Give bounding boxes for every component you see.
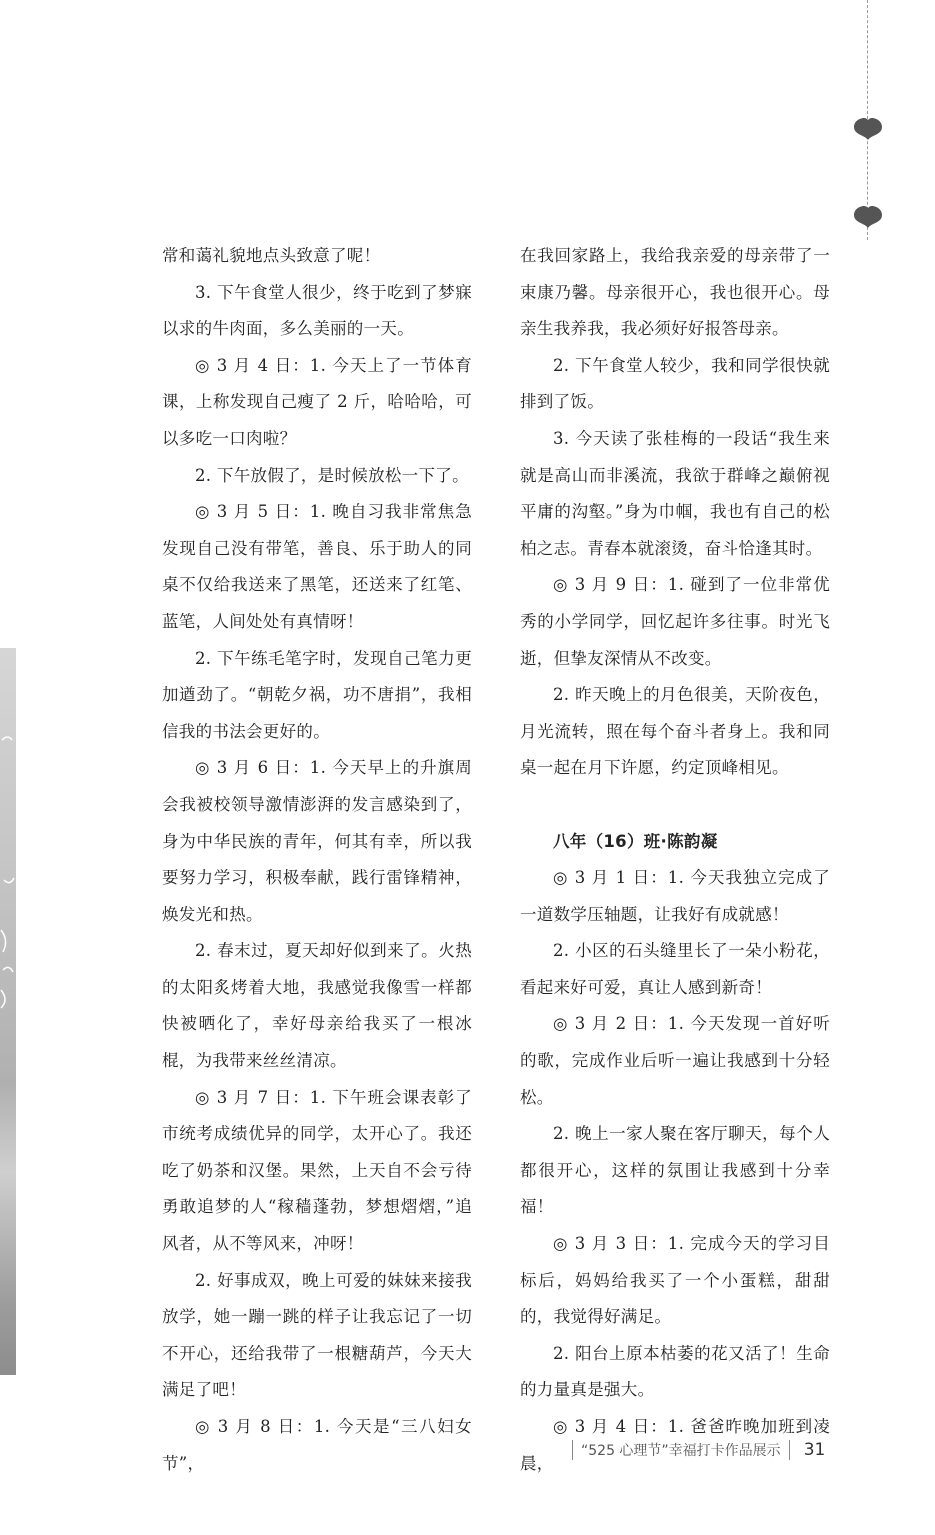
paragraph: ◎ 3 月 6 日：1. 今天早上的升旗周会我被校领导激情澎湃的发言感染到了，身为中华民族的青年，何其有幸，所以我要努力学习，积极奉献，践行雷锋精神，焕发光和热。 <box>162 758 472 924</box>
right-text-column <box>520 238 830 1482</box>
paragraph: 2. 好事成双，晚上可爱的妹妹来接我放学，她一蹦一跳的样子让我忘记了一切不开心，还给我带了一根糖葫芦，今天大满足了吧！ <box>162 1270 472 1400</box>
paragraph: 2. 下午放假了，是时候放松一下了。 <box>195 465 469 485</box>
paragraph: ◎ 3 月 3 日：1. 完成今天的学习目标后，妈妈给我买了一个小蛋糕，甜甜的，我觉得好满足。 <box>520 1234 830 1327</box>
paragraph: ◎ 3 月 9 日：1. 碰到了一位非常优秀的小学同学，回忆起许多往事。时光飞逝，但挚友深情从不改变。 <box>520 575 830 668</box>
paragraph: ◎ 3 月 4 日：1. 爸爸昨晚加班到凌晨， <box>520 1417 830 1473</box>
paragraph: 2. 小区的石头缝里长了一朵小粉花，看起来好可爱，真让人感到新奇！ <box>520 941 830 997</box>
paragraph: 常和蔼礼貌地点头致意了呢！ <box>162 246 381 265</box>
paragraph: 在我回家路上，我给我亲爱的母亲带了一束康乃馨。母亲很开心，我也很开心。母亲生我养我，我必须好好报答母亲。 <box>520 246 830 339</box>
paragraph: 2. 下午练毛笔字时，发现自己笔力更加遒劲了。“朝乾夕祸，功不唐捐”，我相信我的书法会更好的。 <box>162 648 472 741</box>
paragraph: ◎ 3 月 2 日：1. 今天发现一首好听的歌，完成作业后听一遍让我感到十分轻松。 <box>520 1014 830 1107</box>
section-heading: 八年（16）班·陈韵凝 <box>553 831 718 851</box>
paragraph: ◎ 3 月 7 日：1. 下午班会课表彰了市统考成绩优异的同学，太开心了。我还吃了奶茶和汉堡。果然，上天自不会亏待勇敢追梦的人“稼穑蓬勃，梦想熠熠，”追风者，从不等风来，冲呀！ <box>162 1087 472 1254</box>
curl-decoration <box>0 700 16 1040</box>
heart-icon <box>852 112 884 144</box>
footer-title: “525 心理节”幸福打卡作品展示 <box>581 1443 781 1459</box>
paragraph: ◎ 3 月 5 日：1. 晚自习我非常焦急发现自己没有带笔，善良、乐于助人的同桌不仅给我送来了黑笔，还送来了红笔、蓝笔，人间处处有真情呀！ <box>162 502 472 631</box>
paragraph: 2. 晚上一家人聚在客厅聊天，每个人都很开心，这样的氛围让我感到十分幸福！ <box>520 1124 830 1217</box>
paragraph: 2. 下午食堂人较少，我和同学很快就排到了饭。 <box>520 355 830 412</box>
heart-icon <box>852 200 884 232</box>
page-footer <box>564 1436 825 1464</box>
paragraph: 2. 昨天晚上的月色很美，天阶夜色，月光流转，照在每个奋斗者身上。我和同桌一起在月下许愿，约定顶峰相见。 <box>520 685 830 778</box>
paragraph: 3. 下午食堂人很少，终于吃到了梦寐以求的牛肉面，多么美丽的一天。 <box>162 282 472 339</box>
footer-divider <box>572 1440 573 1460</box>
paragraph: 2. 阳台上原本枯萎的花又活了！生命的力量真是强大。 <box>520 1343 830 1400</box>
paragraph: ◎ 3 月 8 日：1. 今天是“三八妇女节”， <box>162 1417 472 1473</box>
paragraph: 3. 今天读了张桂梅的一段话“我生来就是高山而非溪流，我欲于群峰之巅俯视平庸的沟壑。”身为巾帼，我也有自己的松柏之志。青春本就滚烫，奋斗恰逢其时。 <box>520 428 830 558</box>
paragraph: ◎ 3 月 1 日：1. 今天我独立完成了一道数学压轴题，让我好有成就感！ <box>520 868 830 924</box>
paragraph: ◎ 3 月 4 日：1. 今天上了一节体育课，上称发现自己瘦了 2 斤，哈哈哈，可以多吃一口肉啦？ <box>162 355 472 448</box>
page-number: 31 <box>803 1440 826 1460</box>
left-text-column <box>162 238 472 1482</box>
paragraph: 2. 春末过，夏天却好似到来了。火热的太阳炙烤着大地，我感觉我像雪一样都快被晒化了，幸好母亲给我买了一根冰棍，为我带来丝丝清凉。 <box>162 941 472 1071</box>
footer-divider <box>789 1440 790 1460</box>
